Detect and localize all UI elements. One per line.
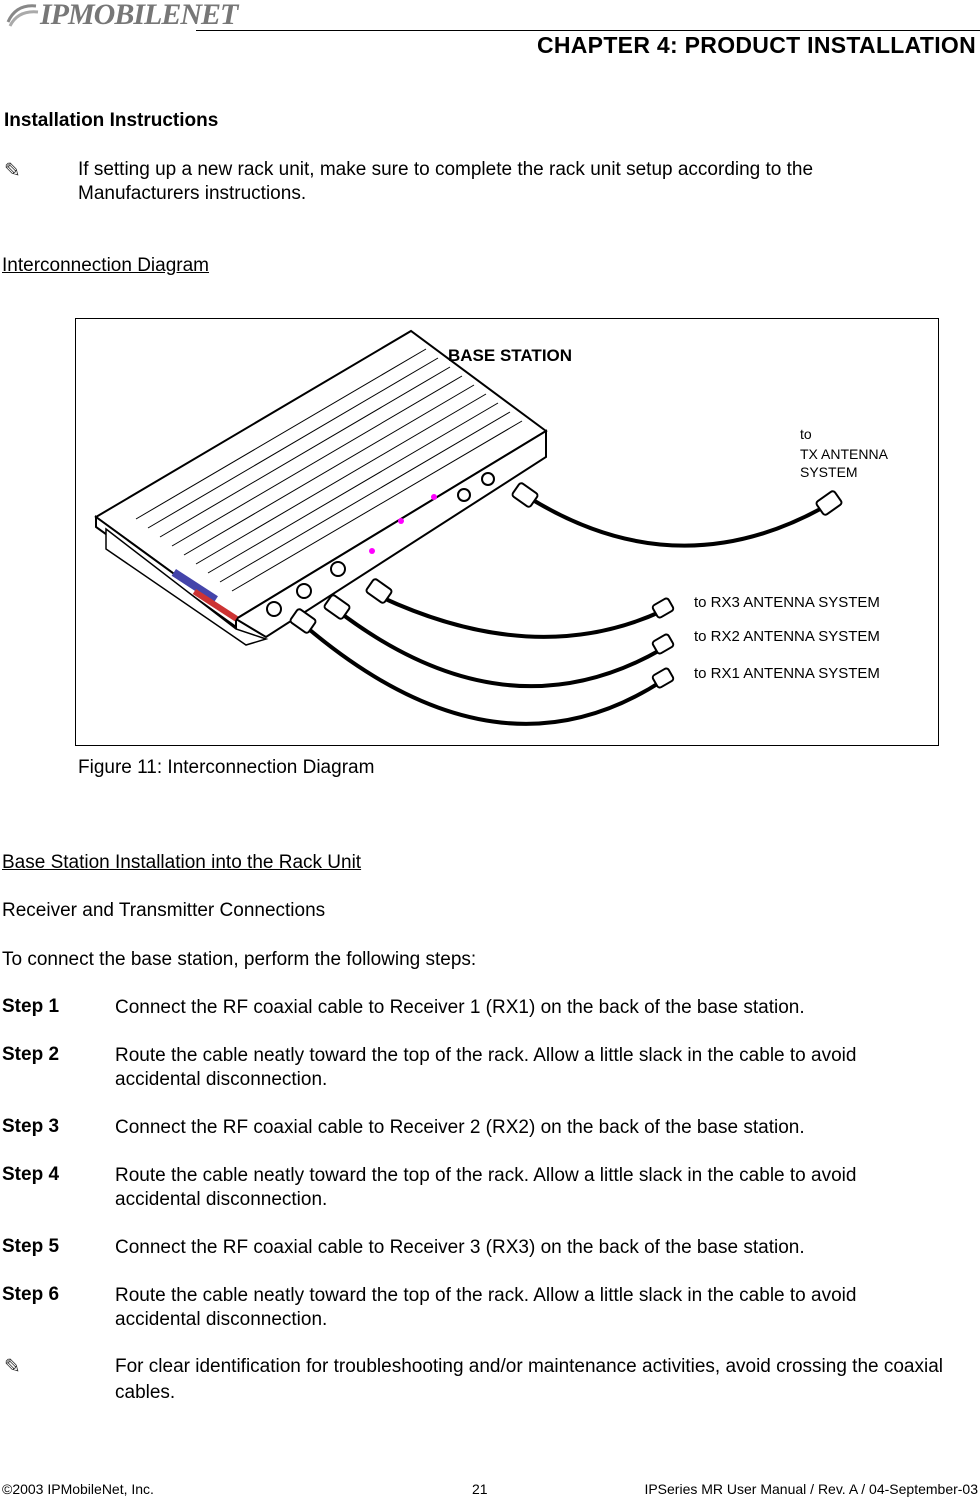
rack-heading: Base Station Installation into the Rack Unit [2, 852, 362, 873]
rx2-label: to RX2 ANTENNA SYSTEM [694, 628, 880, 645]
footer-page-number: 21 [472, 1481, 488, 1497]
logo-mark-icon [6, 2, 40, 28]
tx-label-line1: to [800, 426, 812, 442]
step-2-text: Route the cable neatly toward the top of the rack. Allow a little slack in the cable to avoid accidental disconnection. [115, 1045, 857, 1090]
diagram-title: BASE STATION [448, 346, 573, 365]
tx-label-line3: SYSTEM [800, 464, 858, 480]
installation-note: If setting up a new rack unit, make sure to complete the rack unit setup according to the Manufacturers instructions. [78, 159, 814, 204]
chapter-title: CHAPTER 4: PRODUCT INSTALLATION [536, 32, 976, 58]
rack-intro: To connect the base station, perform the following steps: [2, 949, 477, 970]
figure-caption: Figure 11: Interconnection Diagram [78, 757, 375, 778]
installation-heading: Installation Instructions [4, 110, 219, 131]
rack-subheading: Receiver and Transmitter Connections [2, 900, 326, 921]
tx-label-line2: TX ANTENNA [800, 446, 888, 462]
pencil-note-icon: ✎ [4, 1356, 21, 1378]
step-5-text: Connect the RF coaxial cable to Receiver 3 (RX3) on the back of the base station. [115, 1237, 805, 1258]
footer-manual: IPSeries MR User Manual / Rev. A / 04-September-03 [644, 1481, 978, 1497]
footer-copyright: ©2003 IPMobileNet, Inc. [2, 1481, 154, 1497]
step-6-text: Route the cable neatly toward the top of the rack. Allow a little slack in the cable to avoid accidental disconnection. [115, 1285, 857, 1330]
ipmobilenet-logo [6, 0, 237, 30]
base-station-diagram [76, 319, 938, 745]
interconnection-figure [75, 318, 939, 746]
step-6-label: Step 6 [2, 1284, 60, 1305]
rx1-label: to RX1 ANTENNA SYSTEM [694, 665, 880, 682]
step-3-label: Step 3 [2, 1116, 60, 1137]
rack-note: For clear identification for troubleshooting and/or maintenance activities, avoid crossing the coaxial cables. [115, 1356, 944, 1403]
step-3-text: Connect the RF coaxial cable to Receiver 2 (RX2) on the back of the base station. [115, 1117, 805, 1138]
header-rule [196, 30, 980, 31]
step-5-label: Step 5 [2, 1236, 60, 1257]
step-4-text: Route the cable neatly toward the top of the rack. Allow a little slack in the cable to avoid accidental disconnection. [115, 1165, 857, 1210]
step-1-text: Connect the RF coaxial cable to Receiver 1 (RX1) on the back of the base station. [115, 997, 805, 1018]
step-4-label: Step 4 [2, 1164, 60, 1185]
pencil-note-icon: ✎ [4, 160, 21, 182]
logo-text: IPMOBILENET [40, 0, 238, 31]
step-2-label: Step 2 [2, 1044, 60, 1065]
step-1-label: Step 1 [2, 996, 60, 1017]
interconnection-heading: Interconnection Diagram [2, 255, 209, 276]
rx3-label: to RX3 ANTENNA SYSTEM [694, 594, 880, 611]
